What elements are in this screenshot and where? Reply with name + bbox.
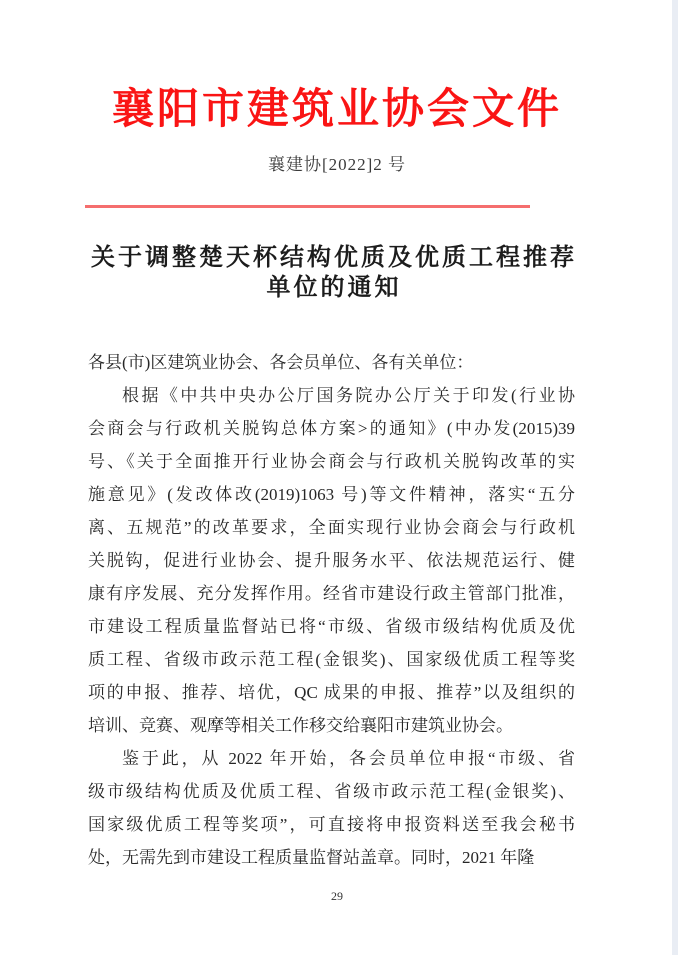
org-title: 襄阳市建筑业协会文件 — [111, 87, 562, 133]
notice-title-line-2: 单位的通知 — [266, 275, 402, 301]
body-line: 号、《关于全面推开行业协会商会与行政机关脱钩改革的实 — [88, 452, 575, 471]
body-line: 级市级结构优质及优质工程、省级市政示范工程(金银奖)、 — [88, 782, 575, 801]
paragraph-2 — [88, 742, 575, 874]
body-line: 项的申报、推荐、培优，QC 成果的申报、推荐”以及组织的 — [88, 683, 575, 702]
body-line: 康有序发展、充分发挥作用。经省市建设行政主管部门批准， — [88, 584, 575, 603]
red-divider-line — [85, 205, 530, 208]
body-line: 培训、竞赛、观摩等相关工作移交给襄阳市建筑业协会。 — [88, 716, 513, 735]
body-line: 国家级优质工程等奖项”，可直接将申报资料送至我会秘书 — [88, 815, 575, 834]
body-line: 根据《中共中央办公厅国务院办公厅关于印发(行业协 — [122, 386, 575, 405]
salutation: 各县(市)区建筑业协会、各会员单位、各有关单位： — [88, 353, 474, 372]
body-line: 市建设工程质量监督站已将“市级、省级市级结构优质及优 — [88, 617, 575, 636]
body-line: 离、五规范”的改革要求，全面实现行业协会商会与行政机 — [88, 518, 575, 537]
body-line: 质工程、省级市政示范工程(金银奖)、国家级优质工程等奖 — [88, 650, 575, 669]
body-line: 鉴于此，从 2022 年开始，各会员单位申报“市级、省 — [122, 749, 575, 768]
notice-title-line-1: 关于调整楚天杯结构优质及优质工程推荐 — [91, 245, 577, 271]
body-line: 会商会与行政机关脱钩总体方案>的通知》(中办发(2015)39 — [88, 419, 575, 438]
notice-title — [88, 243, 580, 303]
doc-number: 襄建协[2022]2 号 — [267, 155, 407, 174]
paragraph-1 — [88, 379, 575, 742]
document-body — [88, 346, 575, 874]
body-line: 施意见》(发改体改(2019)1063 号)等文件精神，落实“五分 — [88, 485, 575, 504]
page-edge-strip — [672, 0, 678, 955]
body-line: 关脱钩，促进行业协会、提升服务水平、依法规范运行、健 — [88, 551, 575, 570]
page-number: 29 — [331, 889, 343, 903]
body-line: 处，无需先到市建设工程质量监督站盖章。同时，2021 年隆 — [88, 848, 535, 867]
